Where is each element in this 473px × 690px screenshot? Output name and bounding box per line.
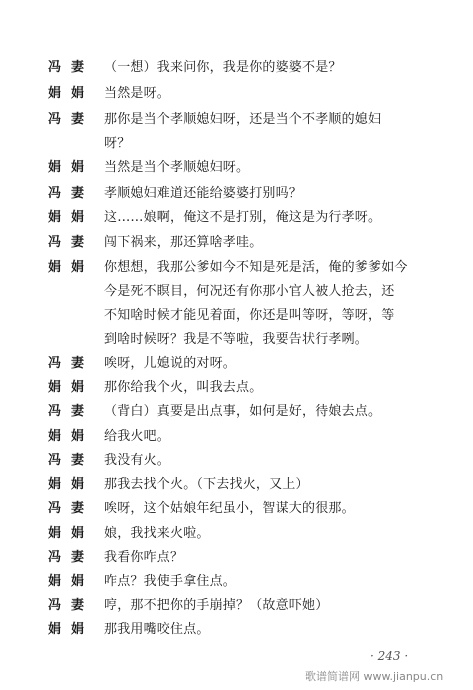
dialogue-text: （一想）我来问你，我是你的婆婆不是？ bbox=[104, 60, 342, 75]
dialogue-text: 那我用嘴咬住点。 bbox=[104, 622, 210, 637]
dialogue-text: 给我火吧。 bbox=[104, 429, 171, 444]
speaker-name: 娟娟 bbox=[48, 260, 95, 275]
dialogue-text: 到啥时候呀？我是不等啦，我要告状行孝咧。 bbox=[104, 332, 369, 347]
dialogue-text: （背白）真要是出点事，如何是好，待娘去点。 bbox=[104, 404, 382, 419]
speaker-name: 冯妻 bbox=[48, 404, 95, 419]
dialogue-text: 孝顺媳妇难道还能给婆婆打别吗？ bbox=[104, 186, 303, 201]
dialogue-line bbox=[0, 206, 473, 230]
speaker-name: 冯妻 bbox=[48, 60, 95, 75]
speaker-name: 冯妻 bbox=[48, 186, 95, 201]
dialogue-line bbox=[0, 473, 473, 497]
dialogue-line bbox=[0, 231, 473, 255]
dialogue-line bbox=[0, 328, 473, 352]
dialogue-text: 唉呀，儿媳说的对呀。 bbox=[104, 356, 237, 371]
dialogue-line bbox=[0, 449, 473, 473]
dialogue-line bbox=[0, 156, 473, 180]
speaker-name: 娟娟 bbox=[48, 429, 95, 444]
dialogue-text: 娘，我找来火啦。 bbox=[104, 526, 210, 541]
dialogue-text: 不知啥时候才能见着面，你还是叫等呀，等呀，等 bbox=[104, 308, 395, 323]
dialogue-line bbox=[0, 108, 473, 132]
speaker-name: 冯妻 bbox=[48, 501, 95, 516]
dialogue-text: 我没有火。 bbox=[104, 453, 171, 468]
speaker-name: 娟娟 bbox=[48, 477, 95, 492]
speaker-name: 娟娟 bbox=[48, 86, 95, 101]
dialogue-line bbox=[0, 376, 473, 400]
speaker-name: 冯妻 bbox=[48, 598, 95, 613]
dialogue-text: 当然是呀。 bbox=[104, 86, 171, 101]
dialogue-line bbox=[0, 400, 473, 424]
speaker-name: 娟娟 bbox=[48, 160, 95, 175]
dialogue-line bbox=[0, 352, 473, 376]
speaker-name: 娟娟 bbox=[48, 622, 95, 637]
dialogue-text: 哼，那不把你的手崩掉？（故意吓她） bbox=[104, 598, 329, 613]
dialogue-line bbox=[0, 256, 473, 280]
dialogue-text: 那你是当个孝顺媳妇呀，还是当个不孝顺的媳妇 bbox=[104, 112, 382, 127]
speaker-name: 娟娟 bbox=[48, 574, 95, 589]
dialogue-line bbox=[0, 497, 473, 521]
dialogue-text: 这……娘啊，俺这不是打别，俺这是为行孝呀。 bbox=[104, 210, 382, 225]
dialogue-text: 闯下祸来，那还算啥孝哇。 bbox=[104, 235, 263, 250]
dialogue-line bbox=[0, 570, 473, 594]
page-number: · 243 · bbox=[370, 649, 409, 663]
dialogue-line bbox=[0, 182, 473, 206]
dialogue-line bbox=[0, 280, 473, 304]
speaker-name: 冯妻 bbox=[48, 356, 95, 371]
dialogue-line bbox=[0, 546, 473, 570]
dialogue-line bbox=[0, 425, 473, 449]
dialogue-text: 那你给我个火，叫我去点。 bbox=[104, 380, 263, 395]
dialogue-text: 呀？ bbox=[104, 136, 131, 151]
dialogue-line bbox=[0, 304, 473, 328]
dialogue-line bbox=[0, 618, 473, 642]
site-watermark: 歌谱简谱网 www.jianpu.cn bbox=[305, 670, 444, 683]
dialogue-line bbox=[0, 56, 473, 80]
dialogue-text: 我看你咋点？ bbox=[104, 550, 184, 565]
dialogue-text: 咋点？我使手拿住点。 bbox=[104, 574, 237, 589]
speaker-name: 娟娟 bbox=[48, 526, 95, 541]
dialogue-line bbox=[0, 522, 473, 546]
speaker-name: 冯妻 bbox=[48, 112, 95, 127]
speaker-name: 娟娟 bbox=[48, 210, 95, 225]
dialogue-text: 你想想，我那公爹如今不知是死是活，俺的爹爹如今 bbox=[104, 260, 408, 275]
dialogue-text: 当然是当个孝顺媳妇呀。 bbox=[104, 160, 250, 175]
dialogue-text: 那我去找个火。（下去找火，又上） bbox=[104, 477, 309, 492]
dialogue-line bbox=[0, 132, 473, 156]
dialogue-line bbox=[0, 594, 473, 618]
speaker-name: 娟娟 bbox=[48, 380, 95, 395]
speaker-name: 冯妻 bbox=[48, 235, 95, 250]
speaker-name: 冯妻 bbox=[48, 550, 95, 565]
dialogue-text: 唉呀，这个姑娘年纪虽小，智谋大的很那。 bbox=[104, 501, 355, 516]
speaker-name: 冯妻 bbox=[48, 453, 95, 468]
dialogue-line bbox=[0, 82, 473, 106]
dialogue-text: 今是死不瞑目，何况还有你那小官人被人抢去，还 bbox=[104, 284, 395, 299]
